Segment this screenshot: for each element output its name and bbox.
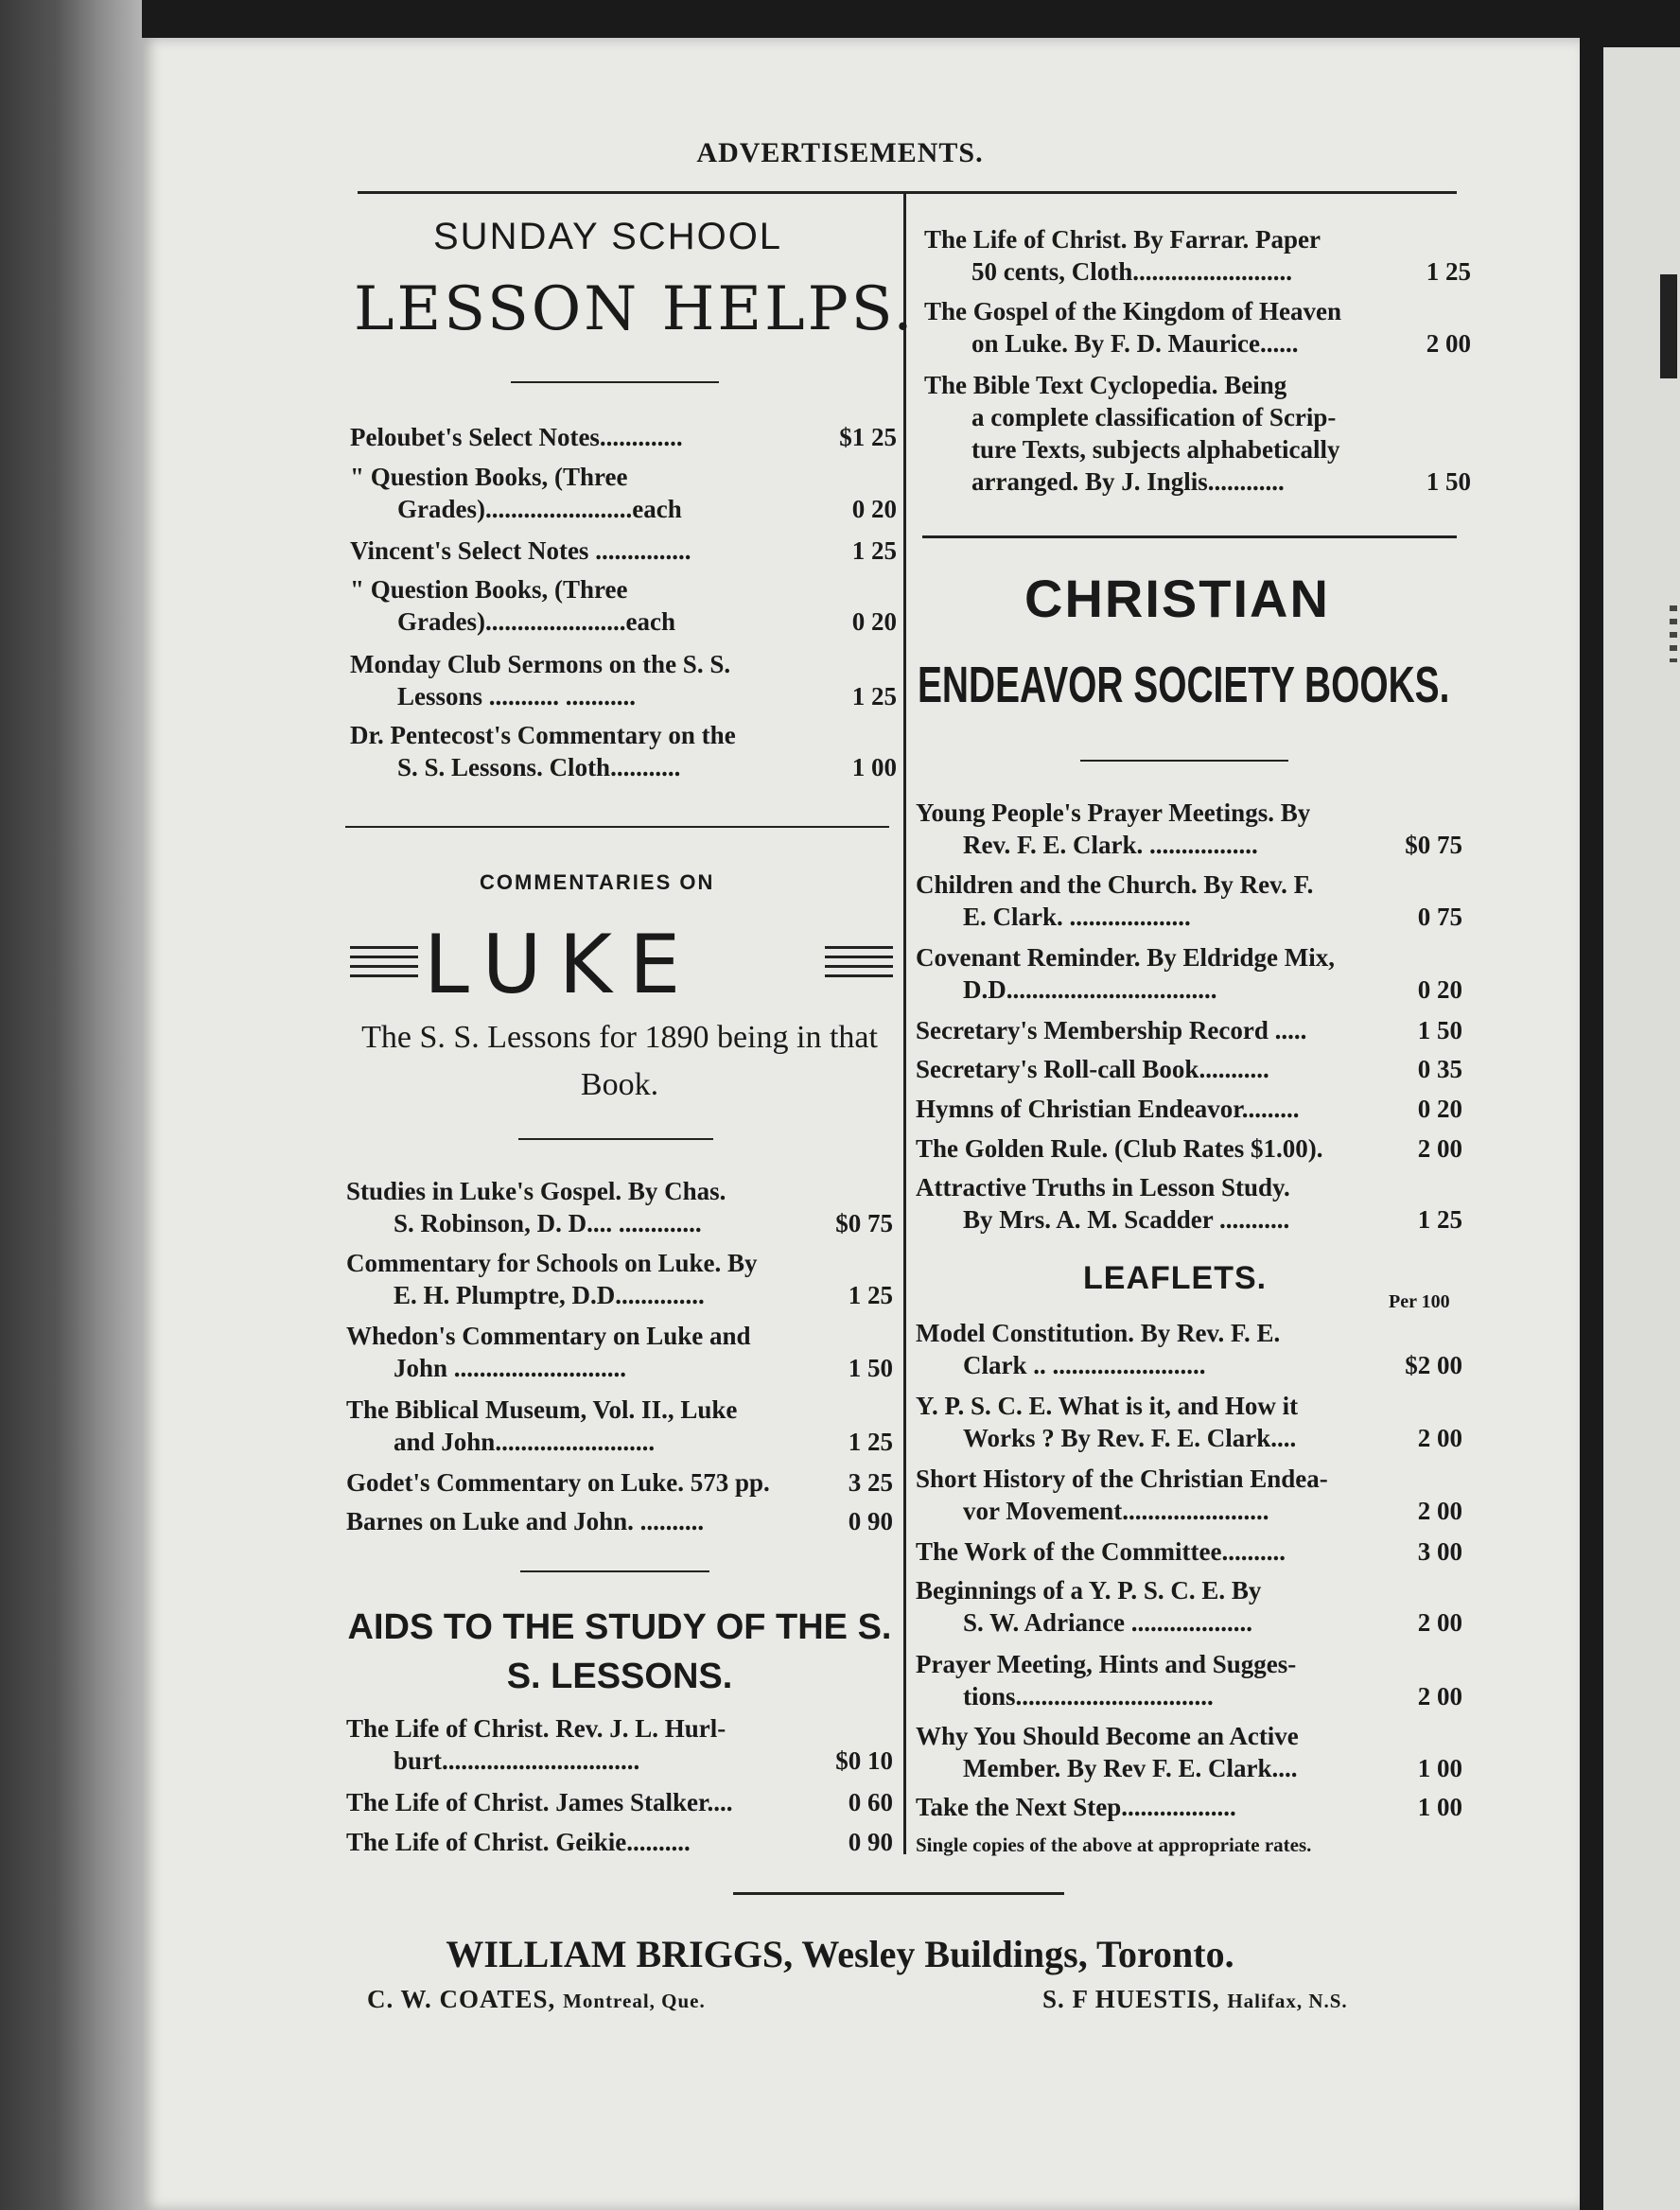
- entry-title-line: The Gospel of the Kingdom of Heaven: [924, 297, 1342, 325]
- footer-rule: [733, 1892, 1064, 1895]
- entry-price: 1 25: [851, 682, 897, 710]
- entry-price: 3 25: [848, 1468, 893, 1497]
- entry-title-line: S. W. Adriance ...................: [963, 1608, 1253, 1637]
- entry-title-line: and John.........................: [394, 1428, 656, 1456]
- entry-price: $0 75: [835, 1209, 893, 1237]
- price-list-entry: [350, 719, 897, 783]
- price-list-entry: [346, 1712, 893, 1777]
- price-list-entry: [916, 1535, 1462, 1568]
- price-list-entry: [916, 1574, 1462, 1639]
- entry-title-line: Model Constitution. By Rev. F. E.: [916, 1319, 1281, 1347]
- price-list-entry: [916, 1132, 1462, 1165]
- price-list-entry: [346, 1320, 893, 1384]
- montreal-agent-city: Montreal, Que.: [563, 1990, 706, 2012]
- entry-price: 1 25: [851, 536, 897, 565]
- price-list-entry: [916, 1463, 1462, 1527]
- entry-title-line: " Question Books, (Three: [350, 463, 628, 491]
- entry-price: 0 20: [851, 607, 897, 636]
- entry-price: 0 35: [1417, 1055, 1462, 1083]
- facing-page-edge: [1603, 47, 1680, 2210]
- price-list-entry: [346, 1394, 893, 1458]
- montreal-agent: [367, 1985, 706, 2014]
- entry-title-line: Take the Next Step..................: [916, 1793, 1236, 1821]
- entry-title-line: vor Movement.......................: [963, 1497, 1269, 1525]
- commentaries-on-label: COMMENTARIES ON: [480, 870, 715, 894]
- entry-price: 2 00: [1417, 1682, 1462, 1710]
- luke-ornament-right: [825, 946, 893, 984]
- price-list-entry: [916, 868, 1462, 933]
- halifax-agent: [1042, 1985, 1348, 2014]
- entry-price: 1 00: [851, 753, 897, 781]
- entry-title-line: Children and the Church. By Rev. F.: [916, 870, 1314, 899]
- entry-title-line: Peloubet's Select Notes.............: [350, 423, 683, 451]
- entry-title-line: Beginnings of a Y. P. S. C. E. By: [916, 1576, 1262, 1605]
- entry-title-line: Grades)......................each: [397, 607, 675, 636]
- entry-price: 2 00: [1417, 1608, 1462, 1637]
- entry-title-line: By Mrs. A. M. Scadder ...........: [963, 1205, 1290, 1234]
- entry-title-line: Covenant Reminder. By Eldridge Mix,: [916, 943, 1336, 972]
- entry-title-line: Short History of the Christian Endea-: [916, 1465, 1328, 1493]
- price-list-entry: [346, 1786, 893, 1818]
- entry-title-line: S. Robinson, D. D.... .............: [394, 1209, 702, 1237]
- entry-title-line: The Life of Christ. Geikie..........: [346, 1828, 691, 1856]
- entry-price: $0 10: [835, 1746, 893, 1775]
- divider-short: [511, 381, 719, 383]
- page-header: ADVERTISEMENTS.: [696, 137, 984, 168]
- entry-price: 0 20: [851, 495, 897, 523]
- entry-title-line: arranged. By J. Inglis............: [971, 467, 1285, 496]
- price-list-entry: [916, 1791, 1462, 1823]
- entry-title-line: tions...............................: [963, 1682, 1214, 1710]
- entry-price: 0 90: [848, 1828, 893, 1856]
- entry-title-line: The Life of Christ. Rev. J. L. Hurl-: [346, 1714, 726, 1743]
- christian-title: CHRISTIAN: [1024, 569, 1330, 628]
- single-copies-note: Single copies of the above at appropriate rates.: [916, 1833, 1312, 1856]
- price-list-entry: [924, 295, 1471, 360]
- entry-title-line: Why You Should Become an Active: [916, 1722, 1299, 1750]
- price-list-entry: [916, 1093, 1462, 1125]
- entry-title-line: The Biblical Museum, Vol. II., Luke: [346, 1395, 738, 1424]
- entry-price: 0 75: [1417, 903, 1462, 931]
- right-divider-short: [1080, 760, 1288, 762]
- entry-price: $1 25: [839, 423, 897, 451]
- entry-price: 0 60: [848, 1788, 893, 1816]
- entry-title-line: E. H. Plumptre, D.D..............: [394, 1281, 705, 1309]
- entry-price: 1 25: [848, 1281, 893, 1309]
- price-list-entry: [916, 941, 1462, 1006]
- entry-title-line: The Life of Christ. By Farrar. Paper: [924, 225, 1321, 254]
- entry-title-line: Whedon's Commentary on Luke and: [346, 1322, 751, 1350]
- entry-price: 2 00: [1417, 1497, 1462, 1525]
- endeavor-society-title: ENDEAVOR SOCIETY BOOKS.: [918, 657, 1450, 713]
- divider-short-3: [520, 1570, 709, 1572]
- price-list-entry: [924, 369, 1471, 498]
- price-list-entry: [350, 461, 897, 525]
- entry-title-line: Secretary's Roll-call Book...........: [916, 1055, 1269, 1083]
- entry-title-line: Dr. Pentecost's Commentary on the: [350, 721, 736, 749]
- entry-price: 1 25: [1417, 1205, 1462, 1234]
- entry-title-line: Works ? By Rev. F. E. Clark....: [963, 1424, 1297, 1452]
- price-list-entry: [346, 1247, 893, 1311]
- entry-title-line: Hymns of Christian Endeavor.........: [916, 1095, 1300, 1123]
- entry-title-line: Rev. F. E. Clark. .................: [963, 831, 1258, 859]
- entry-title-line: Young People's Prayer Meetings. By: [916, 798, 1311, 827]
- price-list-entry: [916, 1171, 1462, 1236]
- facing-page-letter: [1660, 274, 1677, 378]
- per-100-label: Per 100: [1389, 1291, 1450, 1312]
- entry-title-line: S. S. Lessons. Cloth...........: [397, 753, 681, 781]
- entry-price: 1 00: [1417, 1754, 1462, 1782]
- price-list-entry: [916, 1053, 1462, 1085]
- entry-title-line: Prayer Meeting, Hints and Sugges-: [916, 1650, 1297, 1678]
- price-list-entry: [916, 1317, 1462, 1381]
- divider-short-2: [518, 1138, 713, 1140]
- sunday-school-title: SUNDAY SCHOOL: [433, 216, 783, 257]
- book-spine: [0, 0, 142, 2210]
- entry-title-line: D.D.................................: [963, 975, 1217, 1004]
- halifax-agent-city: Halifax, N.S.: [1227, 1990, 1348, 2012]
- price-list-entry: [916, 1390, 1462, 1454]
- luke-ornament-left: [350, 946, 418, 984]
- price-list-entry: [916, 797, 1462, 861]
- leaflets-title: LEAFLETS.: [1083, 1260, 1268, 1296]
- entry-title-line: The Work of the Committee..........: [916, 1537, 1286, 1566]
- entry-price: 0 90: [848, 1507, 893, 1535]
- price-list-entry: [346, 1466, 893, 1499]
- entry-title-line: The Golden Rule. (Club Rates $1.00).: [916, 1134, 1323, 1163]
- header-rule: [358, 191, 1457, 194]
- price-list-entry: [346, 1826, 893, 1858]
- section-rule: [345, 826, 889, 828]
- price-list-entry: [350, 535, 897, 567]
- entry-price: 3 00: [1417, 1537, 1462, 1566]
- entry-price: 1 50: [848, 1354, 893, 1382]
- entry-title-line: E. Clark. ...................: [963, 903, 1191, 931]
- price-list-entry: [350, 421, 897, 453]
- price-list-entry: [916, 1720, 1462, 1784]
- facing-page-marks: [1670, 605, 1677, 662]
- entry-title-line: on Luke. By F. D. Maurice......: [971, 329, 1299, 358]
- price-list-entry: [346, 1505, 893, 1537]
- entry-price: 2 00: [1417, 1134, 1462, 1163]
- entry-price: 2 00: [1426, 329, 1471, 358]
- lesson-helps-title: LESSON HELPS.: [354, 274, 916, 344]
- entry-price: $2 00: [1405, 1351, 1462, 1379]
- entry-title-line: Lessons ........... ...........: [397, 682, 637, 710]
- entry-title-line: Vincent's Select Notes ...............: [350, 536, 691, 565]
- entry-title-line: Clark .. ........................: [963, 1351, 1206, 1379]
- entry-price: 0 20: [1417, 1095, 1462, 1123]
- entry-title-line: The Bible Text Cyclopedia. Being: [924, 371, 1287, 399]
- publisher-line: WILLIAM BRIGGS, Wesley Buildings, Toronto.: [446, 1933, 1234, 1975]
- entry-price: 2 00: [1417, 1424, 1462, 1452]
- price-list-entry: [916, 1648, 1462, 1712]
- entry-title-line: Godet's Commentary on Luke. 573 pp.: [346, 1468, 770, 1497]
- entry-price: 1 25: [1426, 257, 1471, 286]
- entry-title-line: burt...............................: [394, 1746, 640, 1775]
- entry-title-line: Secretary's Membership Record .....: [916, 1016, 1307, 1044]
- price-list-entry: [350, 573, 897, 638]
- price-list-entry: [350, 648, 897, 712]
- luke-title: LUKE: [424, 918, 698, 1012]
- entry-price: 0 20: [1417, 975, 1462, 1004]
- entry-title-line: Y. P. S. C. E. What is it, and How it: [916, 1392, 1299, 1420]
- luke-subtitle: The S. S. Lessons for 1890 being in that Book.: [361, 1020, 878, 1102]
- entry-title-line: Grades).......................each: [397, 495, 682, 523]
- price-list-entry: [924, 223, 1471, 288]
- entry-price: 1 00: [1417, 1793, 1462, 1821]
- entry-title-line: Studies in Luke's Gospel. By Chas.: [346, 1177, 726, 1205]
- halifax-agent-name: S. F HUESTIS,: [1042, 1985, 1228, 2013]
- column-divider: [903, 194, 906, 1854]
- entry-title-line: ture Texts, subjects alphabetically: [971, 435, 1340, 464]
- entry-title-line: 50 cents, Cloth.........................: [971, 257, 1292, 286]
- aids-title: AIDS TO THE STUDY OF THE S. S. LESSONS.: [347, 1607, 892, 1696]
- entry-price: 1 50: [1426, 467, 1471, 496]
- right-section-rule: [922, 535, 1457, 538]
- entry-title-line: John ...........................: [394, 1354, 627, 1382]
- entry-title-line: Member. By Rev F. E. Clark....: [963, 1754, 1298, 1782]
- entry-title-line: Attractive Truths in Lesson Study.: [916, 1173, 1290, 1201]
- entry-price: $0 75: [1405, 831, 1462, 859]
- entry-title-line: The Life of Christ. James Stalker....: [346, 1788, 733, 1816]
- montreal-agent-name: C. W. COATES,: [367, 1985, 564, 2013]
- price-list-entry: [916, 1014, 1462, 1046]
- entry-title-line: " Question Books, (Three: [350, 575, 628, 604]
- entry-title-line: a complete classification of Scrip-: [971, 403, 1337, 431]
- entry-title-line: Commentary for Schools on Luke. By: [346, 1249, 758, 1277]
- entry-price: 1 50: [1417, 1016, 1462, 1044]
- price-list-entry: [346, 1175, 893, 1239]
- entry-title-line: Monday Club Sermons on the S. S.: [350, 650, 731, 678]
- entry-price: 1 25: [848, 1428, 893, 1456]
- entry-title-line: Barnes on Luke and John. ..........: [346, 1507, 705, 1535]
